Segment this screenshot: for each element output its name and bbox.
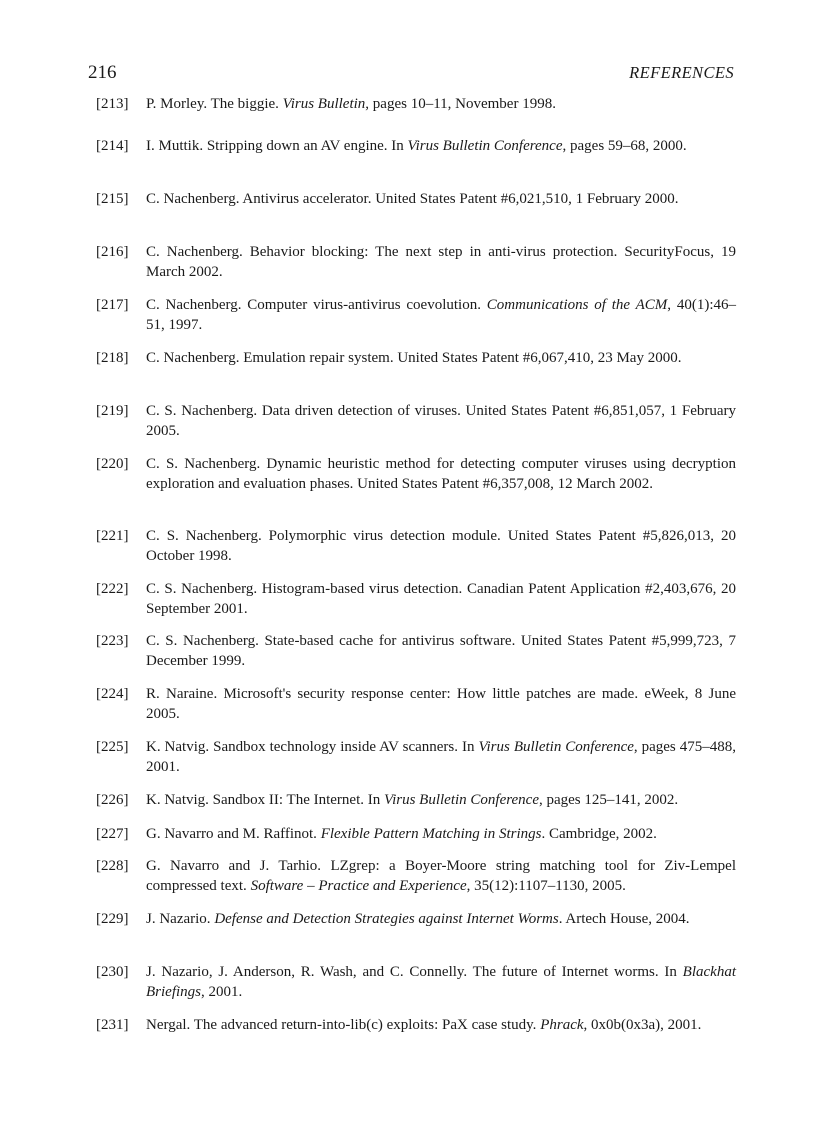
reference-entry [96, 632, 736, 671]
reference-number: [226] [96, 792, 129, 808]
reference-italic-segment: Communications of the ACM [486, 297, 668, 313]
reference-text [146, 1016, 736, 1036]
reference-segment: C. S. Nachenberg. State-based cache for antivirus software. United States Patent #5,999,723, 7 December 1999. [146, 633, 736, 669]
reference-number: [229] [96, 911, 129, 927]
reference-number: [223] [96, 633, 129, 649]
reference-entry [96, 95, 736, 115]
reference-italic-segment: Flexible Pattern Matching in Strings [320, 826, 542, 842]
reference-text [146, 137, 736, 157]
reference-number: [230] [96, 964, 129, 980]
reference-segment: C. S. Nachenberg. Dynamic heuristic method for detecting computer viruses using decryption exploration and evaluation phases. United States Patent #6,357,008, 12 March 2002. [146, 456, 736, 492]
reference-number: [220] [96, 456, 129, 472]
reference-number: [225] [96, 739, 129, 755]
reference-segment: G. Navarro and J. Tarhio. LZgrep: a Boyer-Moore string matching tool for Ziv-Lempel compressed text. [146, 858, 736, 894]
reference-text [146, 632, 736, 671]
reference-segment: , pages 125–141, 2002. [538, 792, 679, 808]
reference-number: [224] [96, 686, 129, 702]
reference-number: [214] [96, 138, 129, 154]
reference-entry [96, 527, 736, 566]
reference-segment: C. S. Nachenberg. Data driven detection of viruses. United States Patent #6,851,057, 1 February 2005. [146, 403, 736, 439]
reference-segment: , pages 475–488, 2001. [146, 739, 736, 775]
reference-entry [96, 963, 736, 1002]
reference-italic-segment: Virus Bulletin Conference [384, 792, 539, 808]
reference-number: [216] [96, 244, 129, 260]
reference-text [146, 738, 736, 777]
reference-segment: C. Nachenberg. Antivirus accelerator. United States Patent #6,021,510, 1 February 2000. [146, 191, 679, 207]
reference-italic-segment: Software – Practice and Experience [250, 877, 467, 894]
reference-entry [96, 910, 736, 930]
reference-entry [96, 190, 736, 210]
reference-italic-segment: Virus Bulletin [282, 96, 366, 112]
reference-segment: Nergal. The advanced return-into-lib(c) exploits: PaX case study. [146, 1017, 541, 1033]
reference-italic-segment: Defense and Detection Strategies against Internet Worms [214, 911, 559, 927]
reference-segment: C. Nachenberg. Behavior blocking: The next step in anti-virus protection. SecurityFocus, 19 March 2002. [146, 244, 736, 280]
reference-entry [96, 296, 736, 335]
reference-number: [231] [96, 1017, 129, 1033]
reference-entry [96, 685, 736, 724]
reference-text [146, 825, 736, 845]
reference-text [146, 791, 736, 811]
reference-entry [96, 137, 736, 157]
reference-number: [228] [96, 858, 129, 874]
reference-text [146, 685, 736, 724]
reference-entry [96, 455, 736, 494]
reference-segment: C. S. Nachenberg. Histogram-based virus detection. Canadian Patent Application #2,403,676, 20 September 2001. [146, 581, 736, 617]
reference-segment: G. Navarro and M. Raffinot. [146, 826, 321, 842]
reference-segment: , 2001. [201, 983, 243, 1000]
reference-segment: . Artech House, 2004. [558, 911, 690, 927]
reference-entry [96, 1016, 736, 1036]
reference-segment: , 35(12):1107–1130, 2005. [466, 877, 626, 894]
reference-segment: , pages 59–68, 2000. [562, 138, 687, 154]
reference-number: [221] [96, 528, 129, 544]
reference-italic-segment: Virus Bulletin Conference [407, 138, 563, 154]
reference-text [146, 963, 736, 1002]
reference-number: [227] [96, 826, 129, 842]
reference-segment: P. Morley. The biggie. [146, 96, 283, 112]
reference-segment: , 40(1):46–51, 1997. [146, 297, 736, 333]
page-header [88, 60, 734, 86]
reference-segment: J. Nazario, J. Anderson, R. Wash, and C. Connelly. The future of Internet worms. In [146, 964, 683, 980]
reference-segment: C. Nachenberg. Computer virus-antivirus coevolution. [146, 297, 487, 313]
reference-number: [222] [96, 581, 129, 597]
reference-text [146, 95, 736, 115]
reference-segment: C. Nachenberg. Emulation repair system. United States Patent #6,067,410, 23 May 2000. [146, 350, 682, 366]
reference-text [146, 580, 736, 619]
reference-text [146, 857, 736, 896]
reference-number: [213] [96, 96, 129, 112]
reference-entry [96, 349, 736, 369]
reference-segment: K. Natvig. Sandbox technology inside AV scanners. In [146, 739, 479, 755]
reference-number: [218] [96, 350, 129, 366]
reference-number: [215] [96, 191, 129, 207]
reference-segment: , pages 10–11, November 1998. [365, 96, 556, 112]
reference-segment: K. Natvig. Sandbox II: The Internet. In [146, 792, 385, 808]
reference-segment: R. Naraine. Microsoft's security response center: How little patches are made. eWeek, 8 June 2005. [146, 686, 736, 722]
reference-text [146, 910, 736, 930]
reference-number: [219] [96, 403, 129, 419]
reference-italic-segment: Blackhat Briefings [146, 964, 736, 1000]
reference-entry [96, 402, 736, 441]
reference-entry [96, 580, 736, 619]
reference-segment: , 0x0b(0x3a), 2001. [583, 1017, 702, 1033]
reference-segment: C. S. Nachenberg. Polymorphic virus detection module. United States Patent #5,826,013, 20 October 1998. [146, 528, 736, 564]
reference-entry [96, 857, 736, 896]
reference-segment: I. Muttik. Stripping down an AV engine. In [146, 138, 408, 154]
reference-italic-segment: Phrack [540, 1017, 584, 1033]
reference-entry [96, 243, 736, 282]
running-head: REFERENCES [629, 63, 734, 82]
reference-segment: . Cambridge, 2002. [541, 826, 657, 842]
reference-number: [217] [96, 297, 129, 313]
reference-segment: J. Nazario. [146, 911, 215, 927]
reference-italic-segment: Virus Bulletin Conference [478, 739, 634, 755]
reference-text [146, 455, 736, 494]
page-number: 216 [88, 62, 117, 83]
reference-text [146, 243, 736, 282]
reference-text [146, 402, 736, 441]
reference-text [146, 190, 736, 210]
reference-text [146, 527, 736, 566]
reference-text [146, 296, 736, 335]
reference-text [146, 349, 736, 369]
reference-entry [96, 825, 736, 845]
reference-entry [96, 738, 736, 777]
reference-entry [96, 791, 736, 811]
